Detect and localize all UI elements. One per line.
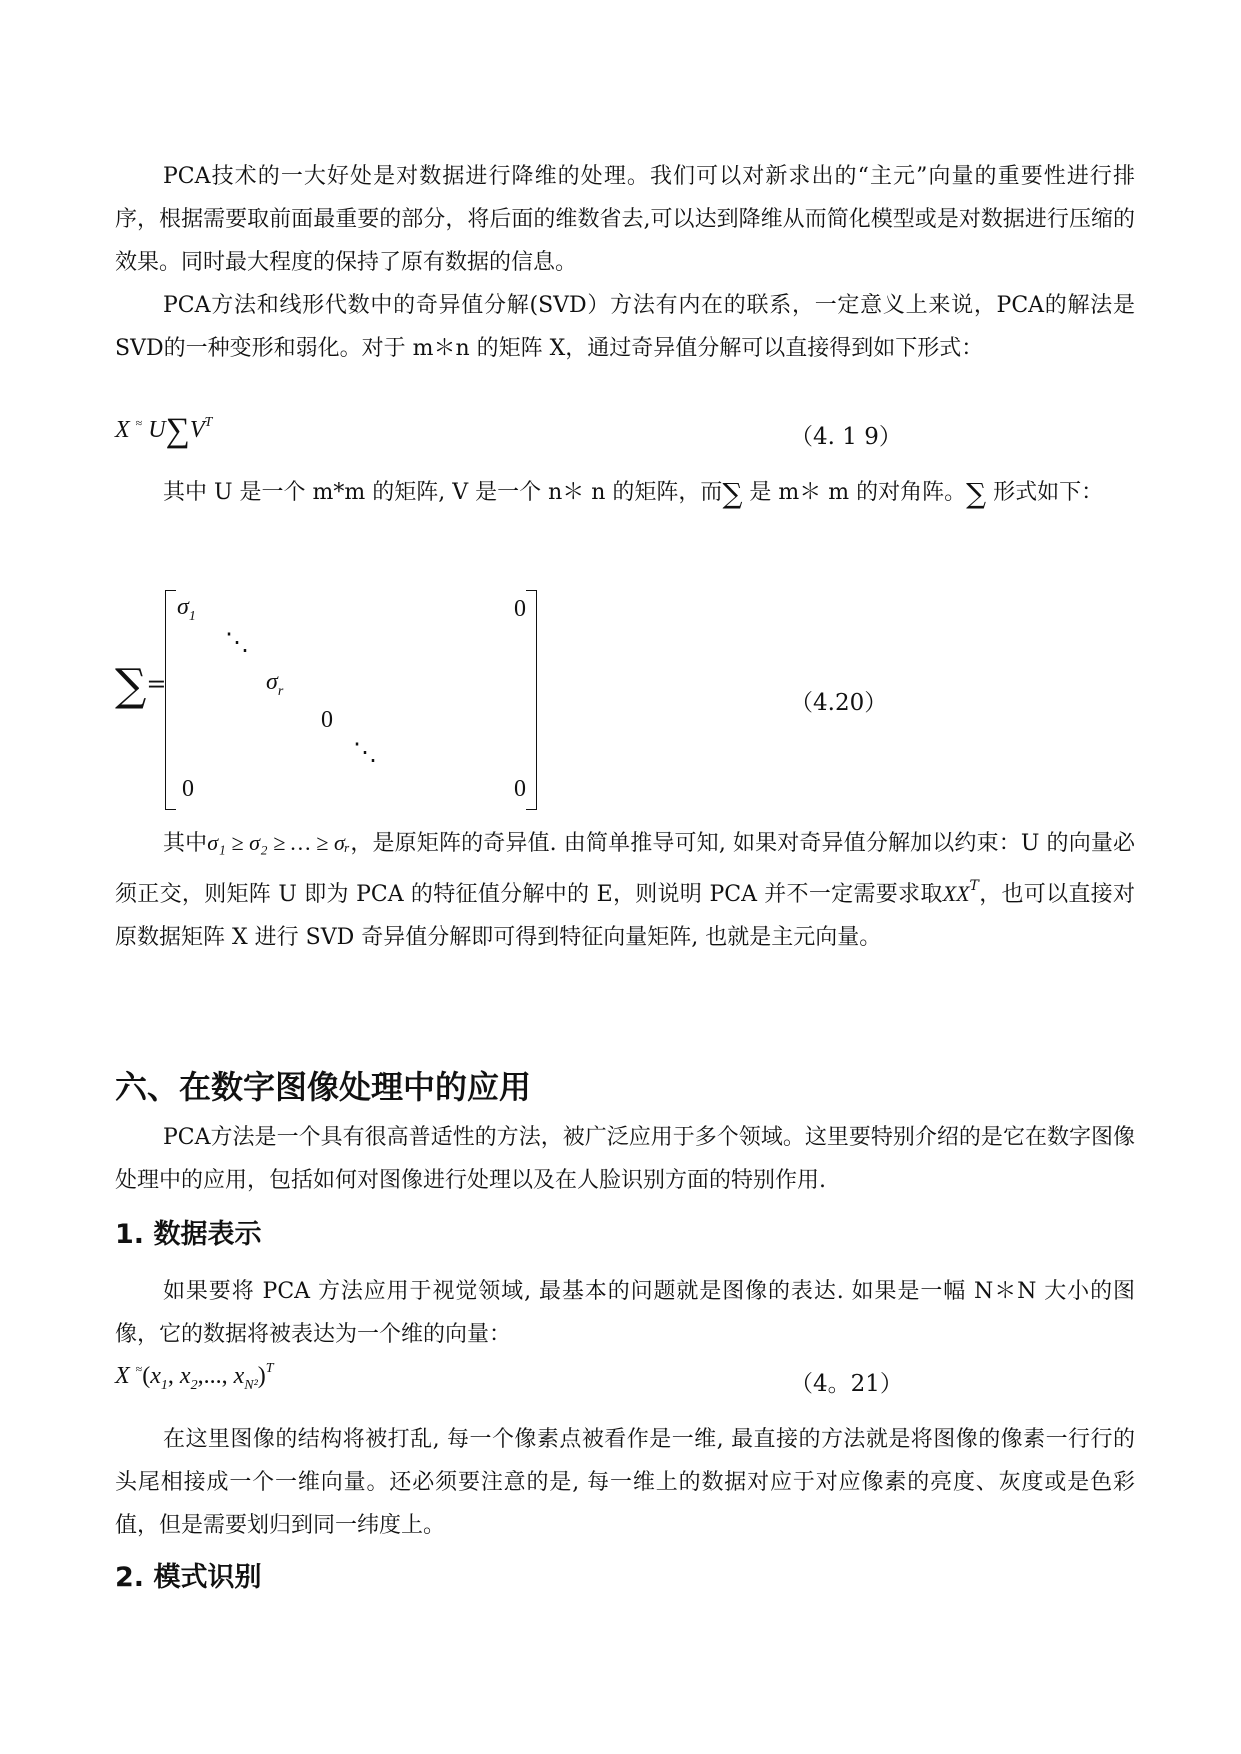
eq421-lhs: X bbox=[115, 1363, 130, 1389]
paragraph-u-v-sigma bbox=[115, 471, 1135, 515]
equation-4-21: X $^\approx(x_1$, $x_2$,..., $x_{N^2})^T$ bbox=[115, 1361, 274, 1393]
paragraph-image-vector: 如果要将 PCA 方法应用于视觉领域, 最基本的问题就是图像的表达. 如果是一幅 N＊N 大小的图像，它的数据将被表达为一个维的向量： bbox=[115, 1279, 1135, 1347]
matrix-left-bracket bbox=[165, 590, 176, 810]
matrix-sigma-r: $\sigma_r$ bbox=[266, 669, 284, 699]
equation-4-20-matrix bbox=[115, 590, 526, 810]
p3-sum2: ∑ bbox=[966, 477, 987, 510]
eq419-v-sup: T bbox=[204, 415, 213, 430]
section-heading-6: 六、在数字图像处理中的应用 bbox=[115, 1068, 532, 1106]
subheading-data-representation: 1. 数据表示 bbox=[115, 1219, 262, 1250]
p4-xx-sup: T bbox=[969, 878, 979, 894]
subheading-pattern-recognition: 2. 模式识别 bbox=[115, 1562, 262, 1593]
equation-4-19 bbox=[115, 412, 212, 450]
paragraph-pca-dimension-reduction: PCA技术的一大好处是对数据进行降维的处理。我们可以对新求出的“主元”向量的重要性进行排序，根据需要取前面最重要的部分，将后面的维数省去,可以达到降维从而简化模型或是对数据进行压缩的效果。同时最大程度的保持了原有数据的信息。 bbox=[115, 164, 1135, 275]
equation-number-4-19: （4. 1 9） bbox=[790, 424, 902, 450]
p3-sum1: ∑ bbox=[722, 477, 743, 510]
p3-part2: 是 m＊ m 的对角阵。 bbox=[742, 480, 967, 505]
eq419-lhs: X bbox=[115, 417, 130, 443]
p3-part3: 形式如下： bbox=[986, 480, 1104, 505]
eq419-v: V bbox=[189, 417, 205, 443]
p4-inequality: σ₁ ≥ σ₂ ≥ … ≥ σᵣ bbox=[207, 830, 351, 855]
matrix-sigma-1: $\sigma_1$ bbox=[177, 594, 196, 624]
matrix-zero-middle: 0 bbox=[321, 707, 333, 733]
paragraph-pixel-vector: 在这里图像的结构将被打乱, 每一个像素点被看作是一维, 最直接的方法就是将图像的像素一行行的头尾相接成一个一维向量。还必须要注意的是, 每一维上的数据对应于对应像素的亮度、灰度或是色彩值，但是需要划归到同一纬度上。 bbox=[115, 1427, 1135, 1538]
equation-number-4-20: （4.20） bbox=[790, 690, 888, 716]
matrix-dots-1: ⋱ bbox=[225, 630, 249, 656]
p4-xx: XX bbox=[942, 881, 970, 906]
matrix-right-bracket bbox=[526, 590, 537, 810]
matrix-dots-2: ⋱ bbox=[353, 740, 377, 766]
paragraph-pca-svd-relation: PCA方法和线形代数中的奇异值分解(SVD）方法有内在的联系，一定意义上来说，PCA的解法是SVD的一种变形和弱化。对于 m＊n 的矩阵 X，通过奇异值分解可以直接得到如下形式： bbox=[115, 293, 1135, 361]
matrix-zero-top-right: 0 bbox=[514, 596, 526, 622]
eq419-u: U bbox=[148, 417, 166, 443]
eq419-approx: ≈ bbox=[135, 416, 143, 430]
equation-number-4-21: （4。21） bbox=[790, 1371, 903, 1397]
eq420-lhs-sum: ∑= bbox=[115, 660, 167, 711]
paragraph-image-processing-intro: PCA方法是一个具有很高普适性的方法，被广泛应用于多个领域。这里要特别介绍的是它在数字图像处理中的应用，包括如何对图像进行处理以及在人脸识别方面的特别作用. bbox=[115, 1125, 1135, 1193]
paragraph-singular-values bbox=[115, 821, 1135, 959]
p4-rest1: ，是原矩阵的奇异值. 由简单推导可知, 如果对奇异值分解加以约束：U 的向量必须正交，则矩阵 U 即为 PCA 的特征值分解中的 E，则说明 PCA 并不一定需要求取 bbox=[115, 831, 1135, 907]
eq421-approx: ≈ bbox=[135, 1362, 143, 1376]
p4-lead: 其中 bbox=[163, 831, 208, 856]
p4-rest2: ，也可以直接对原数据矩阵 X 进行 SVD 奇异值分解即可得到特征向量矩阵, 也就是主元向量。 bbox=[115, 882, 1135, 950]
matrix-zero-bottom-right: 0 bbox=[514, 776, 526, 802]
matrix-zero-bottom-left: 0 bbox=[182, 776, 194, 802]
eq419-sum: ∑ bbox=[165, 412, 190, 449]
p3-part1: 其中 U 是一个 m*m 的矩阵, V 是一个 n＊ n 的矩阵，而 bbox=[163, 480, 723, 505]
